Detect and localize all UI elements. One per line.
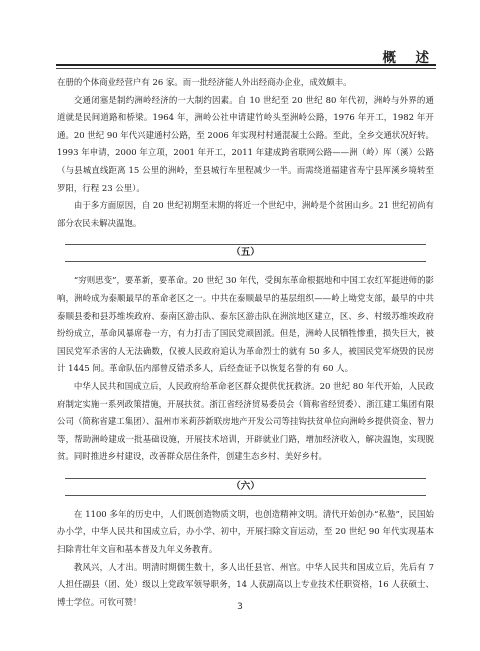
- section-heading-rule-top: [65, 244, 427, 245]
- section-heading-rule-top: [65, 478, 427, 479]
- section-heading-6: [65, 478, 427, 496]
- section-5-paragraph-1: “穷则思变”，要革新，要革命。20 世纪 30 年代，受闽东革命根据地和中国工农红军挺进师的影响，洲岭成为泰顺最早的革命老区之一。中共在泰顺最早的基层组织——岭上坳党支部，最早的中共泰顺县委和县苏维埃政府、泰南区游击队、泰东区游击队在洲滨地区建立，区、乡、村级苏维埃政府纷纷成立，革命风暴席卷一方，有力打击了国民党顽固派。但是，洲岭人民牺牲惨重，损失巨大，被国民党军杀害的人无法确数，仅被人民政府追认为革命烈士的就有 50 多人，被国民党军烧毁的民房计 1445 间。革命队伍内部曾反错杀多人，后经查证予以恢复名誉的有 60 人。: [57, 275, 434, 374]
- section-heading-rule-bottom: [65, 495, 427, 496]
- section-heading-rule-bottom: [65, 261, 427, 262]
- header-rule-thick: [56, 64, 436, 66]
- section-heading-5: [65, 244, 427, 262]
- body-paragraph-3: 由于多方面原因，自 20 世纪初期至末期的将近一个世纪中，洲岭是个贫困山乡。21 世纪初尚有部分农民未解决温饱。: [57, 200, 434, 228]
- body-paragraph-2: 交通闭塞是制约洲岭经济的一大制约因素。自 10 世纪至 20 世纪 80 年代初，洲岭与外界的通道就是民间道路和桥梁。1964 年，洲岭公社申请建竹岭头至洲岭公路，1976 年开工，1982 年开通。20 世纪 90 年代兴建通村公路，至 2006 年实现村村通混凝土公路。至此，全乡交通状况好转。1993 年申请，2000 年立项，2001 年开工，2011 年建成跨省联网公路——洲（岭）厍（溪）公路（与县城直线距离 15 公里的洲岭，至县城行车里程减少一半。而需绕道福建省寿宁县厍溪乡境转至罗阳，行程 23 公里）。: [57, 94, 434, 193]
- page-number: 3: [237, 602, 243, 612]
- section-heading-label: （五）: [231, 247, 260, 259]
- section-5-paragraph-2: 中华人民共和国成立后，人民政府给革命老区群众提供优抚救济。20 世纪 80 年代开始，人民政府制定实施一系列政策措施，开展扶贫。浙江省经济贸易委员会（简称省经贸委）、浙江建工集团有限公司（简称省建工集团）、温州市米莉莎新联房地产开发公司等挂钩扶贫单位向洲岭乡提供资金、智力等，帮助洲岭建成一批基础设施，开展技术培训，开辟就业门路，增加经济收入，解决温饱，实现脱贫。同时推进乡村建设，改善群众居住条件，创建生态乡村、美好乡村。: [57, 380, 434, 462]
- section-heading-label: （六）: [231, 480, 260, 492]
- body-paragraph-1: 在册的个体商业经营户有 26 家。而一批经济能人外出经商办企业，成效颇丰。: [57, 77, 352, 87]
- page-body: [57, 74, 434, 611]
- section-6-paragraph-2: 教风兴，人才出。明清时期儒生数十，多人出任县官、州官。中华人民共和国成立后，先后有 7 人担任副县（团、处）级以上党政军领导职务，14 人获副高以上专业技术任职资格，16 人获硕士、博士学位。可钦可赞！: [57, 561, 434, 607]
- header-rule-thin: [56, 68, 436, 69]
- section-6-paragraph-1: 在 1100 多年的历史中，人们既创造物质文明，也创造精神文明。清代开始创办“私塾”，民国始办小学，中华人民共和国成立后，办小学、初中，开展扫除文盲运动，至 20 世纪 90 年代实现基本扫除青壮年文盲和基本普及九年义务教育。: [57, 508, 434, 555]
- running-header-title: 概 述: [382, 50, 432, 66]
